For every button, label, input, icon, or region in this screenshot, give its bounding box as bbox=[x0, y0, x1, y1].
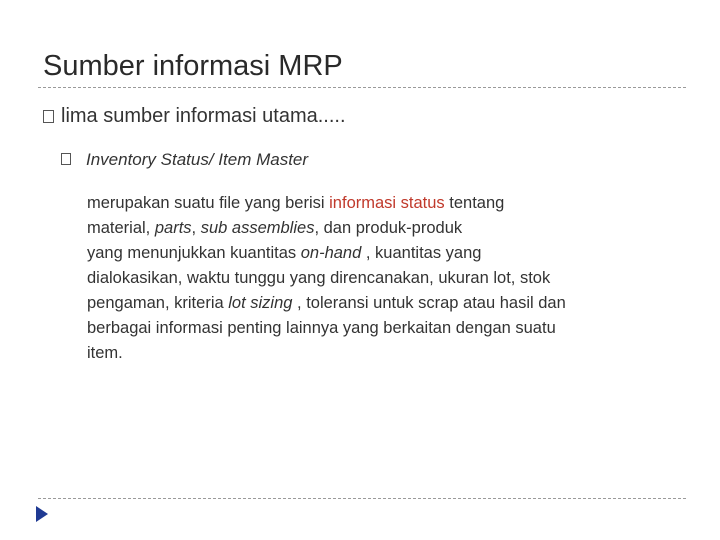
italic-text: on-hand bbox=[300, 244, 362, 262]
text-run: , bbox=[191, 219, 201, 237]
next-arrow-icon-svg bbox=[35, 505, 49, 523]
body-paragraph bbox=[87, 191, 687, 366]
text-run: merupakan suatu file yang berisi bbox=[87, 194, 330, 212]
text-run: , dan produk-produk bbox=[314, 219, 463, 237]
paragraph-line: berbagai informasi penting lainnya yang berkaitan dengan suatu bbox=[87, 319, 556, 337]
italic-text: parts bbox=[154, 219, 192, 237]
text-run: tentang bbox=[444, 194, 505, 212]
bullet-level-1-text: lima sumber informasi utama..... bbox=[61, 105, 346, 127]
italic-text: lot sizing bbox=[228, 294, 293, 312]
paragraph-line: dialokasikan, waktu tunggu yang direncanakan, ukuran lot, stok bbox=[87, 269, 551, 287]
paragraph-line: item. bbox=[87, 344, 123, 362]
bullet-box-icon bbox=[61, 153, 71, 165]
bullet-box-icon bbox=[43, 110, 54, 123]
paragraph-line bbox=[87, 241, 687, 266]
bullet-level-1 bbox=[43, 105, 346, 128]
bullet-level-2-text: Inventory Status/ Item Master bbox=[86, 150, 309, 169]
bullet-level-2 bbox=[61, 150, 308, 170]
next-arrow-icon[interactable] bbox=[35, 505, 49, 528]
text-run: yang menunjukkan kuantitas bbox=[87, 244, 301, 262]
paragraph-line bbox=[87, 216, 687, 241]
highlighted-text: informasi status bbox=[329, 194, 445, 212]
italic-text: sub assemblies bbox=[200, 219, 315, 237]
title-divider bbox=[38, 87, 686, 88]
paragraph-line bbox=[87, 291, 687, 316]
text-run: , toleransi untuk scrap atau hasil dan bbox=[292, 294, 566, 312]
text-run: material, bbox=[87, 219, 155, 237]
text-run: , kuantitas yang bbox=[361, 244, 482, 262]
text-run: pengaman, kriteria bbox=[87, 294, 229, 312]
slide-title: Sumber informasi MRP bbox=[43, 50, 343, 82]
paragraph-line bbox=[87, 191, 687, 216]
footer-divider bbox=[38, 498, 686, 499]
